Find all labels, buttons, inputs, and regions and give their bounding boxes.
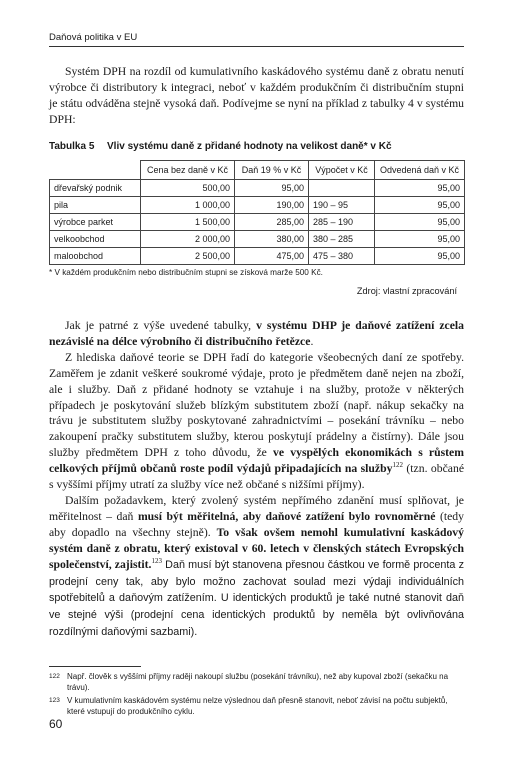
row-label: dřevařský podnik xyxy=(50,180,141,197)
emphasis-text: musí být měřitelná, aby daňové zatížení bylo rovnoměrné xyxy=(137,509,436,523)
cell-dan: 380,00 xyxy=(235,231,309,248)
body-text-run: (tedy aby dopadlo na všechny stejně). xyxy=(49,509,464,539)
emphasis-text: v systému DHP je daňové zatížení zcela nezávislé na délce výrobního či distribučního řetězce xyxy=(49,319,464,348)
cell-odvedena: 95,00 xyxy=(375,214,465,231)
table-row xyxy=(50,180,465,197)
table-source: Zdroj: vlastní zpracování xyxy=(356,286,457,296)
table-header-row xyxy=(50,161,465,180)
col-header-odvedena: Odvedená daň v Kč xyxy=(375,161,465,180)
table-row xyxy=(50,214,465,231)
table-caption xyxy=(49,141,464,152)
cell-dan: 285,00 xyxy=(235,214,309,231)
col-header-dan: Daň 19 % v Kč xyxy=(235,161,309,180)
cell-cena: 2 000,00 xyxy=(141,231,235,248)
cell-dan: 95,00 xyxy=(235,180,309,197)
table-row xyxy=(50,197,465,214)
footnote xyxy=(49,695,464,717)
body-text-run: Jak je patrné z výše uvedené tabulky, xyxy=(65,319,257,332)
cell-vypocet: 380 – 285 xyxy=(309,231,375,248)
cell-odvedena: 95,00 xyxy=(375,231,465,248)
cell-odvedena: 95,00 xyxy=(375,180,465,197)
tax-table xyxy=(49,160,465,265)
footnote-ref: 122 xyxy=(392,461,403,470)
body-text-run: (tzn. občané s vyššími příjmy utratí za služby více než občané s nižšími příjmy). xyxy=(49,462,465,492)
body-text xyxy=(49,318,464,641)
body-text-run: Dalším požadavkem, který zvolený systém nepřímého zdanění musí splňovat, je měřitelnost – daň xyxy=(49,493,464,523)
footnote-text: V kumulativním kaskádovém systému nelze výslednou daň přesně stanovit, neboť závisí na počtu subjektů, které vstupují do produkčního cyklu. xyxy=(67,696,448,716)
table-caption-title: Vliv systému daně z přidané hodnoty na velikost daně* v Kč xyxy=(107,141,392,152)
table-row xyxy=(50,248,465,265)
body-text-run: Daň musí být stanovena přesnou částkou ve formě procenta z prodejní ceny tak, aby bylo možno zachovat soulad mezi výdaji individuálních spotřebitelů a daňovým zatížením. U identických produktů je také nutné stanovit daň ve stejné výši (prodejní cena identických produktů by neměla být ovlivňována rozdílnými daňovými sazbami). xyxy=(49,558,464,639)
body-text-run: . xyxy=(310,334,314,348)
cell-vypocet: 475 – 380 xyxy=(309,248,375,265)
table-note: * V každém produkčním nebo distribučním stupni se získová marže 500 Kč. xyxy=(49,268,323,277)
footnote-ref: 123 xyxy=(151,556,162,565)
cell-cena: 2 500,00 xyxy=(141,248,235,265)
body-paragraph-2 xyxy=(49,350,464,493)
col-header-vypocet: Výpočet v Kč xyxy=(309,161,375,180)
footnote-text: Např. člověk s vyššími příjmy raději nakoupí službu (posekání trávníku), než aby kupoval zboží (sekačku na trávu). xyxy=(67,672,449,692)
running-header: Daňová politika v EU xyxy=(49,32,464,47)
emphasis-text: To však ovšem nemohl kumulativní kaskádový systém daně z obratu, který existoval v 60. letech v členských státech Evropských společenství, zajistit. xyxy=(49,525,464,571)
cell-vypocet: 285 – 190 xyxy=(309,214,375,231)
cell-vypocet xyxy=(309,180,375,197)
cell-vypocet: 190 – 95 xyxy=(309,197,375,214)
intro-paragraph: Systém DPH na rozdíl od kumulativního kaskádového systému daně z obratu nenutí výrobce či distributory k integraci, neboť v každém produkčním či distribučním stupni je státu odváděna stejně vysoká daň. Podívejme se nyní na příklad z tabulky 4 v systému DPH: xyxy=(49,65,464,126)
table-row xyxy=(50,231,465,248)
footnote xyxy=(49,671,464,693)
cell-odvedena: 95,00 xyxy=(375,248,465,265)
body-paragraph-3 xyxy=(49,493,464,641)
body-paragraph-1 xyxy=(49,318,464,350)
page-number: 60 xyxy=(49,717,63,731)
footnote-mark: 122 xyxy=(49,673,60,680)
cell-dan: 475,00 xyxy=(235,248,309,265)
row-label: pila xyxy=(50,197,141,214)
cell-cena: 500,00 xyxy=(141,180,235,197)
table-caption-number: Tabulka 5 xyxy=(49,141,95,152)
cell-cena: 1 000,00 xyxy=(141,197,235,214)
col-header-cena: Cena bez daně v Kč xyxy=(141,161,235,180)
emphasis-text: ve vyspělých ekonomikách s růstem celkových příjmů občanů roste podíl výdajů připadajících na služby xyxy=(49,446,464,476)
cell-odvedena: 95,00 xyxy=(375,197,465,214)
footnote-divider xyxy=(49,666,141,667)
footnote-mark: 123 xyxy=(49,697,60,704)
row-label: velkoobchod xyxy=(50,231,141,248)
body-text-run: Z hlediska daňové teorie se DPH řadí do kategorie všeobecných daní ze spotřeby. Zaměřem je zdanit veškeré soukromé výdaje, proto je předmětem daně nejen na zboží, ale i služby. Daň z přidané hodnoty se vztahuje i na služby, protože v některých případech je poskytování služeb blízkým substitutem zboží (např. nákup sekačky na trávu je substitutem služby poskytované zahradnictvími – posekání trávníku – nebo zakoupení pračky substitutem služby, kterou poskytují prádelny a čistírny). Dále jsou služby předmětem DPH z toho důvodu, že xyxy=(49,350,464,460)
table-corner-cell xyxy=(50,161,141,180)
row-label: výrobce parket xyxy=(50,214,141,231)
cell-cena: 1 500,00 xyxy=(141,214,235,231)
footnotes xyxy=(49,671,464,719)
cell-dan: 190,00 xyxy=(235,197,309,214)
row-label: maloobchod xyxy=(50,248,141,265)
